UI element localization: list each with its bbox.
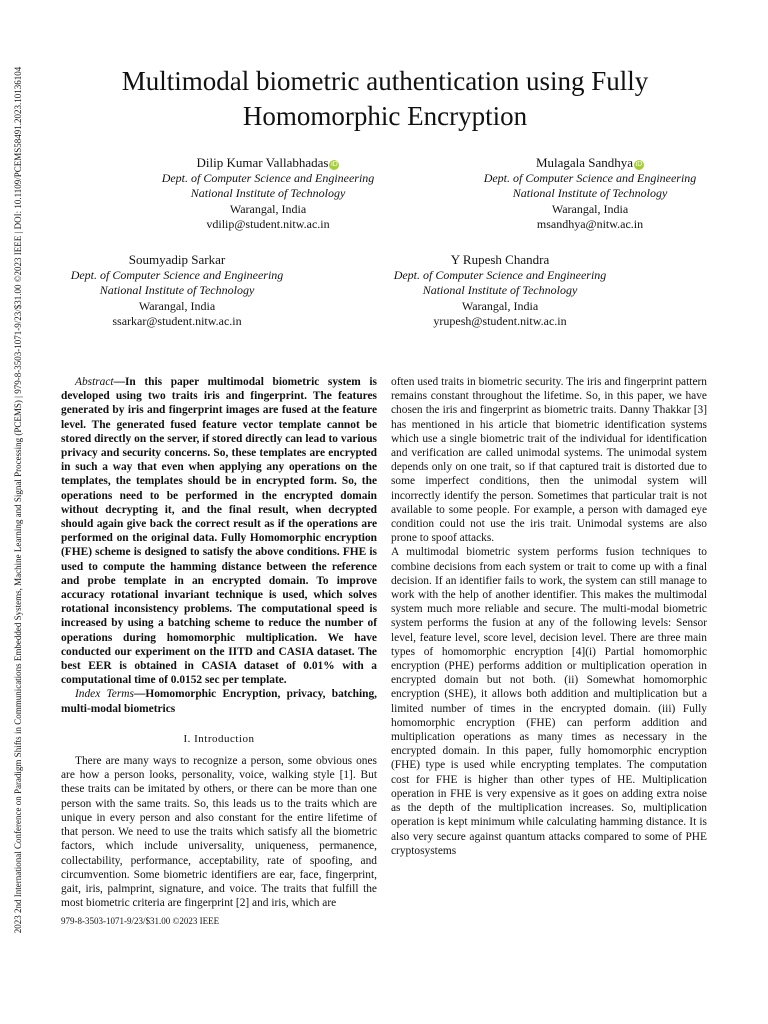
body-paragraph: A multimodal biometric system performs fusion techniques to combine decisions from each system or trait to come up with a final decision. If an identifier fails to work, the system can still manage to work with the help of another identifier. This makes the multimodal system much more reliable and secure. The multi-modal biometric system performs the fusion at any of the following levels: Sensor level, feature level, score level, decision level. There are three main types of homomorphic encryption [4](i) Partial homomorphic encryption (PHE) performs addition or multiplication operation in encrypted domain but not both. (ii) Somewhat homomorphic encryption (SHE), it allows both addition and multiplication but a limited number of times in the encrypted domain. (iii) Fully homomorphic encryption (FHE) can perform addition and multiplication operations as many times as necessary in the encrypted domain. In this paper, fully homomorphic encryption (FHE) type is used while encrypting templates. The computation cost for FHE is higher than other types of HE. Multiplication operation in FHE is very expensive as it goes on adding extra noise as the depth of the multiplication increases. So, multiplication operation is kept minimum while calculating hamming distance. It is also very secure against quantum attacks compared to some of PHE cryptosystems (391, 546, 707, 857)
index-terms-text: —Homomorphic Encryption, privacy, batching, multi-modal biometrics (61, 688, 377, 715)
author-name: Dilip Kumar Vallabhadas (196, 155, 329, 170)
abstract-text: —In this paper multimodal biometric system is developed using two traits iris and fingerprint. The features generated by iris and fingerprint images are fused at the feature level. The generated fused feature vector template cannot be stored directly on the server, if stored directly can lead to various privacy and security concerns. So, these templates are encrypted in such a way that even when applying any operations on the templates, the templates should be in encrypted form. So, the operations need to be performed in the encrypted domain without decrypting it, and the final result, when decrypted should again give back the correct result as if the operations are performed on the original data. Fully Homomorphic encryption (FHE) scheme is designed to satisfy the above conditions. FHE is used to compute the hamming distance between the reference and probe template in an encrypted domain. To improve accuracy rotational invariant technique is used, which solves rotational inconsistency problems. The computational speed is increased by using a batching scheme to reduce the number of operations during homomorphic multiplication. We have conducted our experiment on the IITD and CASIA dataset. The best EER is obtained in CASIA dataset of 0.01% with a computational time of 0.0152 sec per template. (61, 376, 377, 687)
author-dept: Dept. of Computer Science and Engineering (483, 170, 697, 185)
abstract (61, 375, 377, 687)
paper-title: Multimodal biometric authentication using Fully Homomorphic Encryption (121, 66, 649, 131)
author-email[interactable]: ssarkar@student.nitw.ac.in (112, 314, 242, 328)
body-paragraph: often used traits in biometric security. The iris and fingerprint pattern remains constant throughout the lifetime. So, in this paper, we have chosen the iris and fingerprint as biometric traits. Danny Thakkar [3] has mentioned in his article that biometric identification systems which use a single biometric trait of the individual for identification and verification are called unimodal systems. The unimodal system depends only on one trait, so if that captured trait is distorted due to some imperfect conditions, then the unimodal system will incorrectly identify the person. Sometimes that particular trait is not available to some people. For example, a person with damaged eye condition could not use the iris trait. Unimodal systems are also prone to spoof attacks. (391, 376, 707, 545)
author-city: Warangal, India (461, 298, 539, 313)
author-block-2 (450, 155, 730, 233)
citation-text: 2023 2nd International Conference on Paradigm Shifts in Communications Embedded Systems, Machine Learning and Signal Processing (PCEMS) | 979-8-3503-1071-9/23/$31.00 ©2023 IEEE | DOI: 10.1109/PCEMS58491.2023.10136104 (13, 66, 23, 934)
author-institution: National Institute of Technology (512, 186, 668, 200)
right-column (391, 375, 707, 858)
left-column (61, 375, 377, 910)
author-dept: Dept. of Computer Science and Engineering (70, 267, 284, 282)
author-name: Mulagala Sandhya (535, 155, 634, 170)
copyright-footer: 979-8-3503-1071-9/23/$31.00 ©2023 IEEE (61, 916, 220, 926)
author-institution: National Institute of Technology (190, 186, 346, 200)
author-dept: Dept. of Computer Science and Engineering (161, 170, 375, 185)
orcid-icon[interactable]: iD (635, 161, 643, 168)
author-dept: Dept. of Computer Science and Engineering (393, 267, 607, 282)
abstract-label: Abstract (75, 376, 114, 388)
author-email[interactable]: yrupesh@student.nitw.ac.in (433, 314, 567, 328)
intro-paragraph: There are many ways to recognize a person, some obvious ones are how a person looks, personality, voice, walking style [1]. But these traits can be imitated by others, or there can be more than one person with the same traits. So, this leads us to the traits which are unique in every person and also constant for the entire lifetime of that person. We need to use the traits which satisfy all the biometric factors, which include universality, uniqueness, permanence, collectability, performance, acceptability, rate of spoofing, and circumvention. Some biometric identifiers are ear, face, fingerprint, gait, iris, palmprint, signature, and voice. The traits that fulfill the most biometric criteria are fingerprint [2] and iris, which are (61, 755, 377, 910)
orcid-icon[interactable]: iD (331, 161, 338, 168)
author-city: Warangal, India (551, 201, 629, 216)
side-margin-citation (4, 0, 26, 1024)
index-terms (61, 687, 377, 715)
section-heading: I. Introduction (183, 732, 255, 745)
index-terms-label: Index Terms (75, 688, 134, 701)
author-city: Warangal, India (138, 298, 216, 313)
author-city: Warangal, India (229, 201, 307, 216)
author-email[interactable]: msandhya@nitw.ac.in (536, 217, 644, 231)
author-institution: National Institute of Technology (422, 283, 578, 297)
author-institution: National Institute of Technology (99, 283, 255, 297)
author-block-4 (360, 252, 640, 330)
author-name: Soumyadip Sarkar (128, 252, 226, 267)
author-name: Y Rupesh Chandra (450, 252, 550, 267)
author-email[interactable]: vdilip@student.nitw.ac.in (206, 217, 330, 231)
author-block-1 (128, 155, 408, 233)
author-block-3 (37, 252, 317, 330)
